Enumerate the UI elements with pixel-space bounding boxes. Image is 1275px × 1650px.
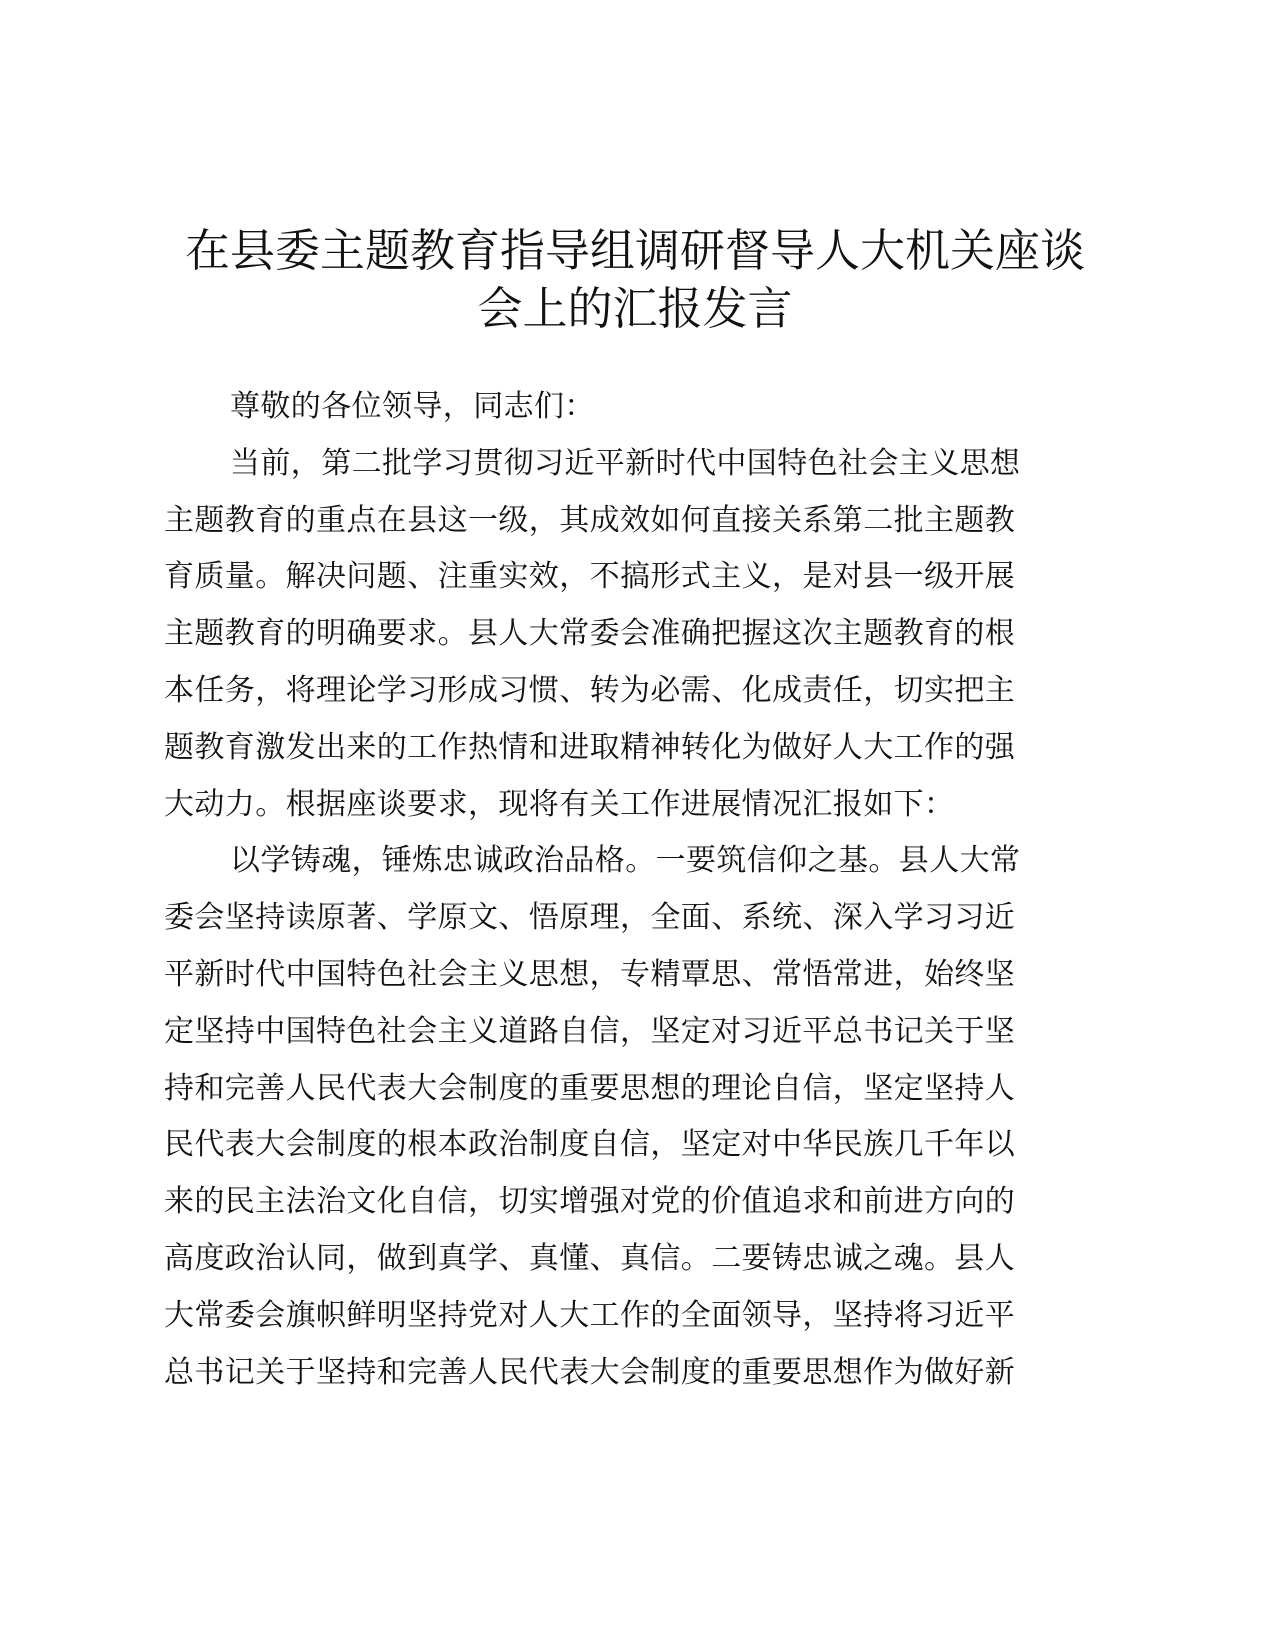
title-line-1: 在县委主题教育指导组调研督导人大机关座谈	[184, 224, 1085, 277]
paragraph-line: 来的民主法治文化自信，切实增强对党的价值追求和前进方向的	[164, 1184, 1016, 1220]
paragraph-line: 委会坚持读原著、学原文、悟原理，全面、系统、深入学习习近	[164, 900, 1016, 936]
paragraph-line: 以学铸魂，锤炼忠诚政治品格。一要筑信仰之基。县人大常	[230, 843, 1021, 879]
document-title	[150, 222, 1120, 338]
paragraph-line: 持和完善人民代表大会制度的重要思想的理论自信，坚定坚持人	[164, 1070, 1016, 1106]
paragraph-line: 定坚持中国特色社会主义道路自信，坚定对习近平总书记关于坚	[164, 1013, 1016, 1049]
paragraph-1	[164, 436, 1106, 834]
title-line-2: 会上的汇报发言	[477, 282, 793, 335]
paragraph-line: 民代表大会制度的根本政治制度自信，坚定对中华民族几千年以	[164, 1127, 1016, 1163]
paragraph-line: 主题教育的重点在县这一级，其成效如何直接关系第二批主题教	[164, 502, 1016, 538]
document-body	[164, 379, 1106, 1401]
paragraph-line: 育质量。解决问题、注重实效，不搞形式主义，是对县一级开展	[164, 559, 1016, 595]
paragraph-line: 当前，第二批学习贯彻习近平新时代中国特色社会主义思想	[230, 445, 1021, 481]
paragraph-line: 平新时代中国特色社会主义思想，专精覃思、常悟常进，始终坚	[164, 956, 1016, 992]
greeting: 尊敬的各位领导，同志们：	[230, 389, 595, 424]
paragraph-line: 本任务，将理论学习形成习惯、转为必需、化成责任，切实把主	[164, 672, 1016, 708]
paragraph-line: 大动力。根据座谈要求，现将有关工作进展情况汇报如下：	[164, 786, 955, 822]
paragraph-2	[164, 833, 1106, 1401]
paragraph-line: 主题教育的明确要求。县人大常委会准确把握这次主题教育的根	[164, 616, 1016, 652]
paragraph-line: 大常委会旗帜鲜明坚持党对人大工作的全面领导，坚持将习近平	[164, 1297, 1016, 1333]
paragraph-line: 题教育激发出来的工作热情和进取精神转化为做好人大工作的强	[164, 729, 1016, 765]
paragraph-line: 高度政治认同，做到真学、真懂、真信。二要铸忠诚之魂。县人	[164, 1240, 1016, 1276]
paragraph-line: 总书记关于坚持和完善人民代表大会制度的重要思想作为做好新	[164, 1354, 1016, 1390]
